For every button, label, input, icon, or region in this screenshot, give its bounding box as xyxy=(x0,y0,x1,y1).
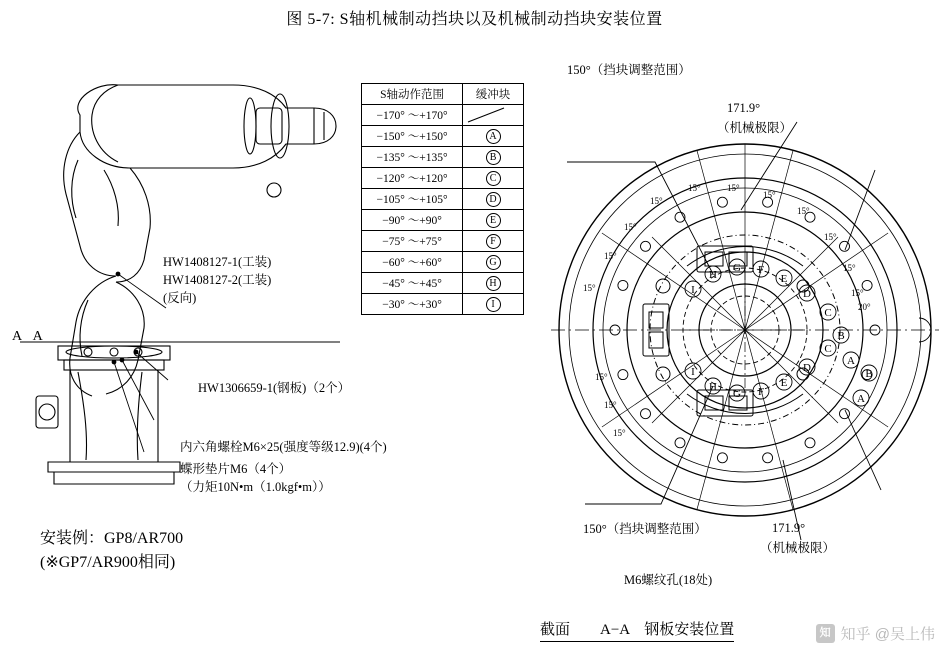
install-example-line2: (※GP7/AR900相同) xyxy=(40,554,176,571)
table-row xyxy=(362,273,524,294)
svg-text:C: C xyxy=(824,307,832,319)
buffer-badge: B xyxy=(486,150,501,165)
cell-range: −150° ～+150° xyxy=(362,126,463,147)
watermark xyxy=(816,623,935,644)
table-row xyxy=(362,189,524,210)
svg-text:D: D xyxy=(803,362,811,374)
section-mark-left: A A xyxy=(12,329,43,344)
buffer-badge: E xyxy=(486,213,501,228)
svg-text:E: E xyxy=(780,377,788,389)
zhihu-logo-icon: 知 xyxy=(816,624,835,643)
install-example xyxy=(40,527,183,575)
cell-buffer xyxy=(463,168,524,189)
cell-buffer xyxy=(463,273,524,294)
svg-text:F: F xyxy=(757,264,765,276)
cell-range: −135° ～+135° xyxy=(362,147,463,168)
tick-15-label: 15° xyxy=(604,400,617,410)
table-row xyxy=(362,168,524,189)
tick-15-label: 15° xyxy=(824,232,837,242)
table-row xyxy=(362,294,524,315)
tick-15-label: 15° xyxy=(763,190,776,200)
col-header-buffer: 缓冲块 xyxy=(463,84,524,105)
svg-text:B: B xyxy=(865,368,873,380)
svg-text:E: E xyxy=(780,273,788,285)
tick-15-label: 15° xyxy=(650,196,663,206)
table-row xyxy=(362,210,524,231)
svg-text:F: F xyxy=(757,386,765,398)
table-header-row xyxy=(362,84,524,105)
svg-text:H: H xyxy=(709,269,717,281)
callout-tooling-2-note: (反向) xyxy=(163,291,197,305)
callout-bottom-171: 171.9° xyxy=(772,521,806,535)
buffer-badge: A xyxy=(486,129,501,144)
callout-m6-holes: M6螺纹孔(18处) xyxy=(624,573,713,587)
table-row xyxy=(362,126,524,147)
callout-bottom-150: 150°（挡块调整范围） xyxy=(583,522,707,536)
cell-range: −170° ～+170° xyxy=(362,105,463,126)
callout-hex-bolt: 内六角螺栓M6×25(强度等级12.9)(4个) xyxy=(180,440,387,454)
callout-top-171: 171.9° xyxy=(727,101,761,115)
tick-15-label: 15° xyxy=(688,183,701,193)
watermark-text: 知乎 @吴上伟 xyxy=(840,626,935,643)
svg-text:B: B xyxy=(837,330,845,342)
angle-20-label: 20° xyxy=(858,302,871,312)
svg-text:H: H xyxy=(709,381,717,393)
svg-text:I: I xyxy=(691,284,695,296)
section-caption: 截面 A−A 钢板安装位置 xyxy=(540,618,734,642)
tick-15-label: 15° xyxy=(613,428,626,438)
cell-range: −60° ～+60° xyxy=(362,252,463,273)
svg-text:G: G xyxy=(733,388,741,400)
callout-tooling-2: HW1408127-2(工装) xyxy=(163,273,272,287)
svg-text:A: A xyxy=(857,393,865,405)
tick-15-label: 15° xyxy=(843,263,856,273)
svg-text:G: G xyxy=(733,262,741,274)
callout-washer: 蝶形垫片M6（4个） xyxy=(180,462,292,476)
buffer-badge: G xyxy=(486,255,501,270)
buffer-badge: D xyxy=(486,192,501,207)
s-axis-range-table xyxy=(361,83,524,315)
page-title: 图 5-7: S轴机械制动挡块以及机械制动挡块安装位置 xyxy=(286,11,663,28)
install-example-line1: 安装例：GP8/AR700 xyxy=(40,530,184,547)
cell-buffer xyxy=(463,294,524,315)
svg-text:A: A xyxy=(847,355,855,367)
col-header-range: S轴动作范围 xyxy=(362,84,463,105)
tick-15-label: 15° xyxy=(624,222,637,232)
callout-steel-plate: HW1306659-1(钢板)（2个） xyxy=(198,381,351,395)
callout-torque: （力矩10N•m（1.0kgf•m）） xyxy=(180,480,331,494)
cell-range: −45° ～+45° xyxy=(362,273,463,294)
cell-buffer xyxy=(463,147,524,168)
svg-text:C: C xyxy=(824,343,832,355)
cell-buffer xyxy=(463,126,524,147)
cell-range: −90° ～+90° xyxy=(362,210,463,231)
cell-range: −75° ～+75° xyxy=(362,231,463,252)
cell-range: −105° ～+105° xyxy=(362,189,463,210)
tick-15-label: 15° xyxy=(595,372,608,382)
buffer-badge: H xyxy=(486,276,501,291)
buffer-badge: I xyxy=(486,297,501,312)
tick-15-label: 15° xyxy=(604,251,617,261)
callout-top-171-note: （机械极限） xyxy=(717,121,793,135)
svg-text:D: D xyxy=(803,288,811,300)
tick-15-label: 15° xyxy=(583,283,596,293)
cell-buffer xyxy=(463,105,524,126)
table-row xyxy=(362,147,524,168)
cell-range: −30° ～+30° xyxy=(362,294,463,315)
cell-buffer xyxy=(463,189,524,210)
cell-range: −120° ～+120° xyxy=(362,168,463,189)
tick-15-label: 15° xyxy=(797,206,810,216)
buffer-badge: F xyxy=(486,234,501,249)
buffer-badge: C xyxy=(486,171,501,186)
callout-bottom-171-note: （机械极限） xyxy=(760,541,836,555)
table-row xyxy=(362,231,524,252)
svg-text:I: I xyxy=(691,366,695,378)
callout-tooling-1: HW1408127-1(工装) xyxy=(163,255,272,269)
table-row xyxy=(362,105,524,126)
tick-15-label: 15° xyxy=(727,183,740,193)
cell-buffer xyxy=(463,252,524,273)
callout-top-150: 150°（挡块调整范围） xyxy=(567,63,691,77)
table-row xyxy=(362,252,524,273)
cell-buffer xyxy=(463,210,524,231)
tick-15-label: 15° xyxy=(851,288,864,298)
cell-buffer xyxy=(463,231,524,252)
